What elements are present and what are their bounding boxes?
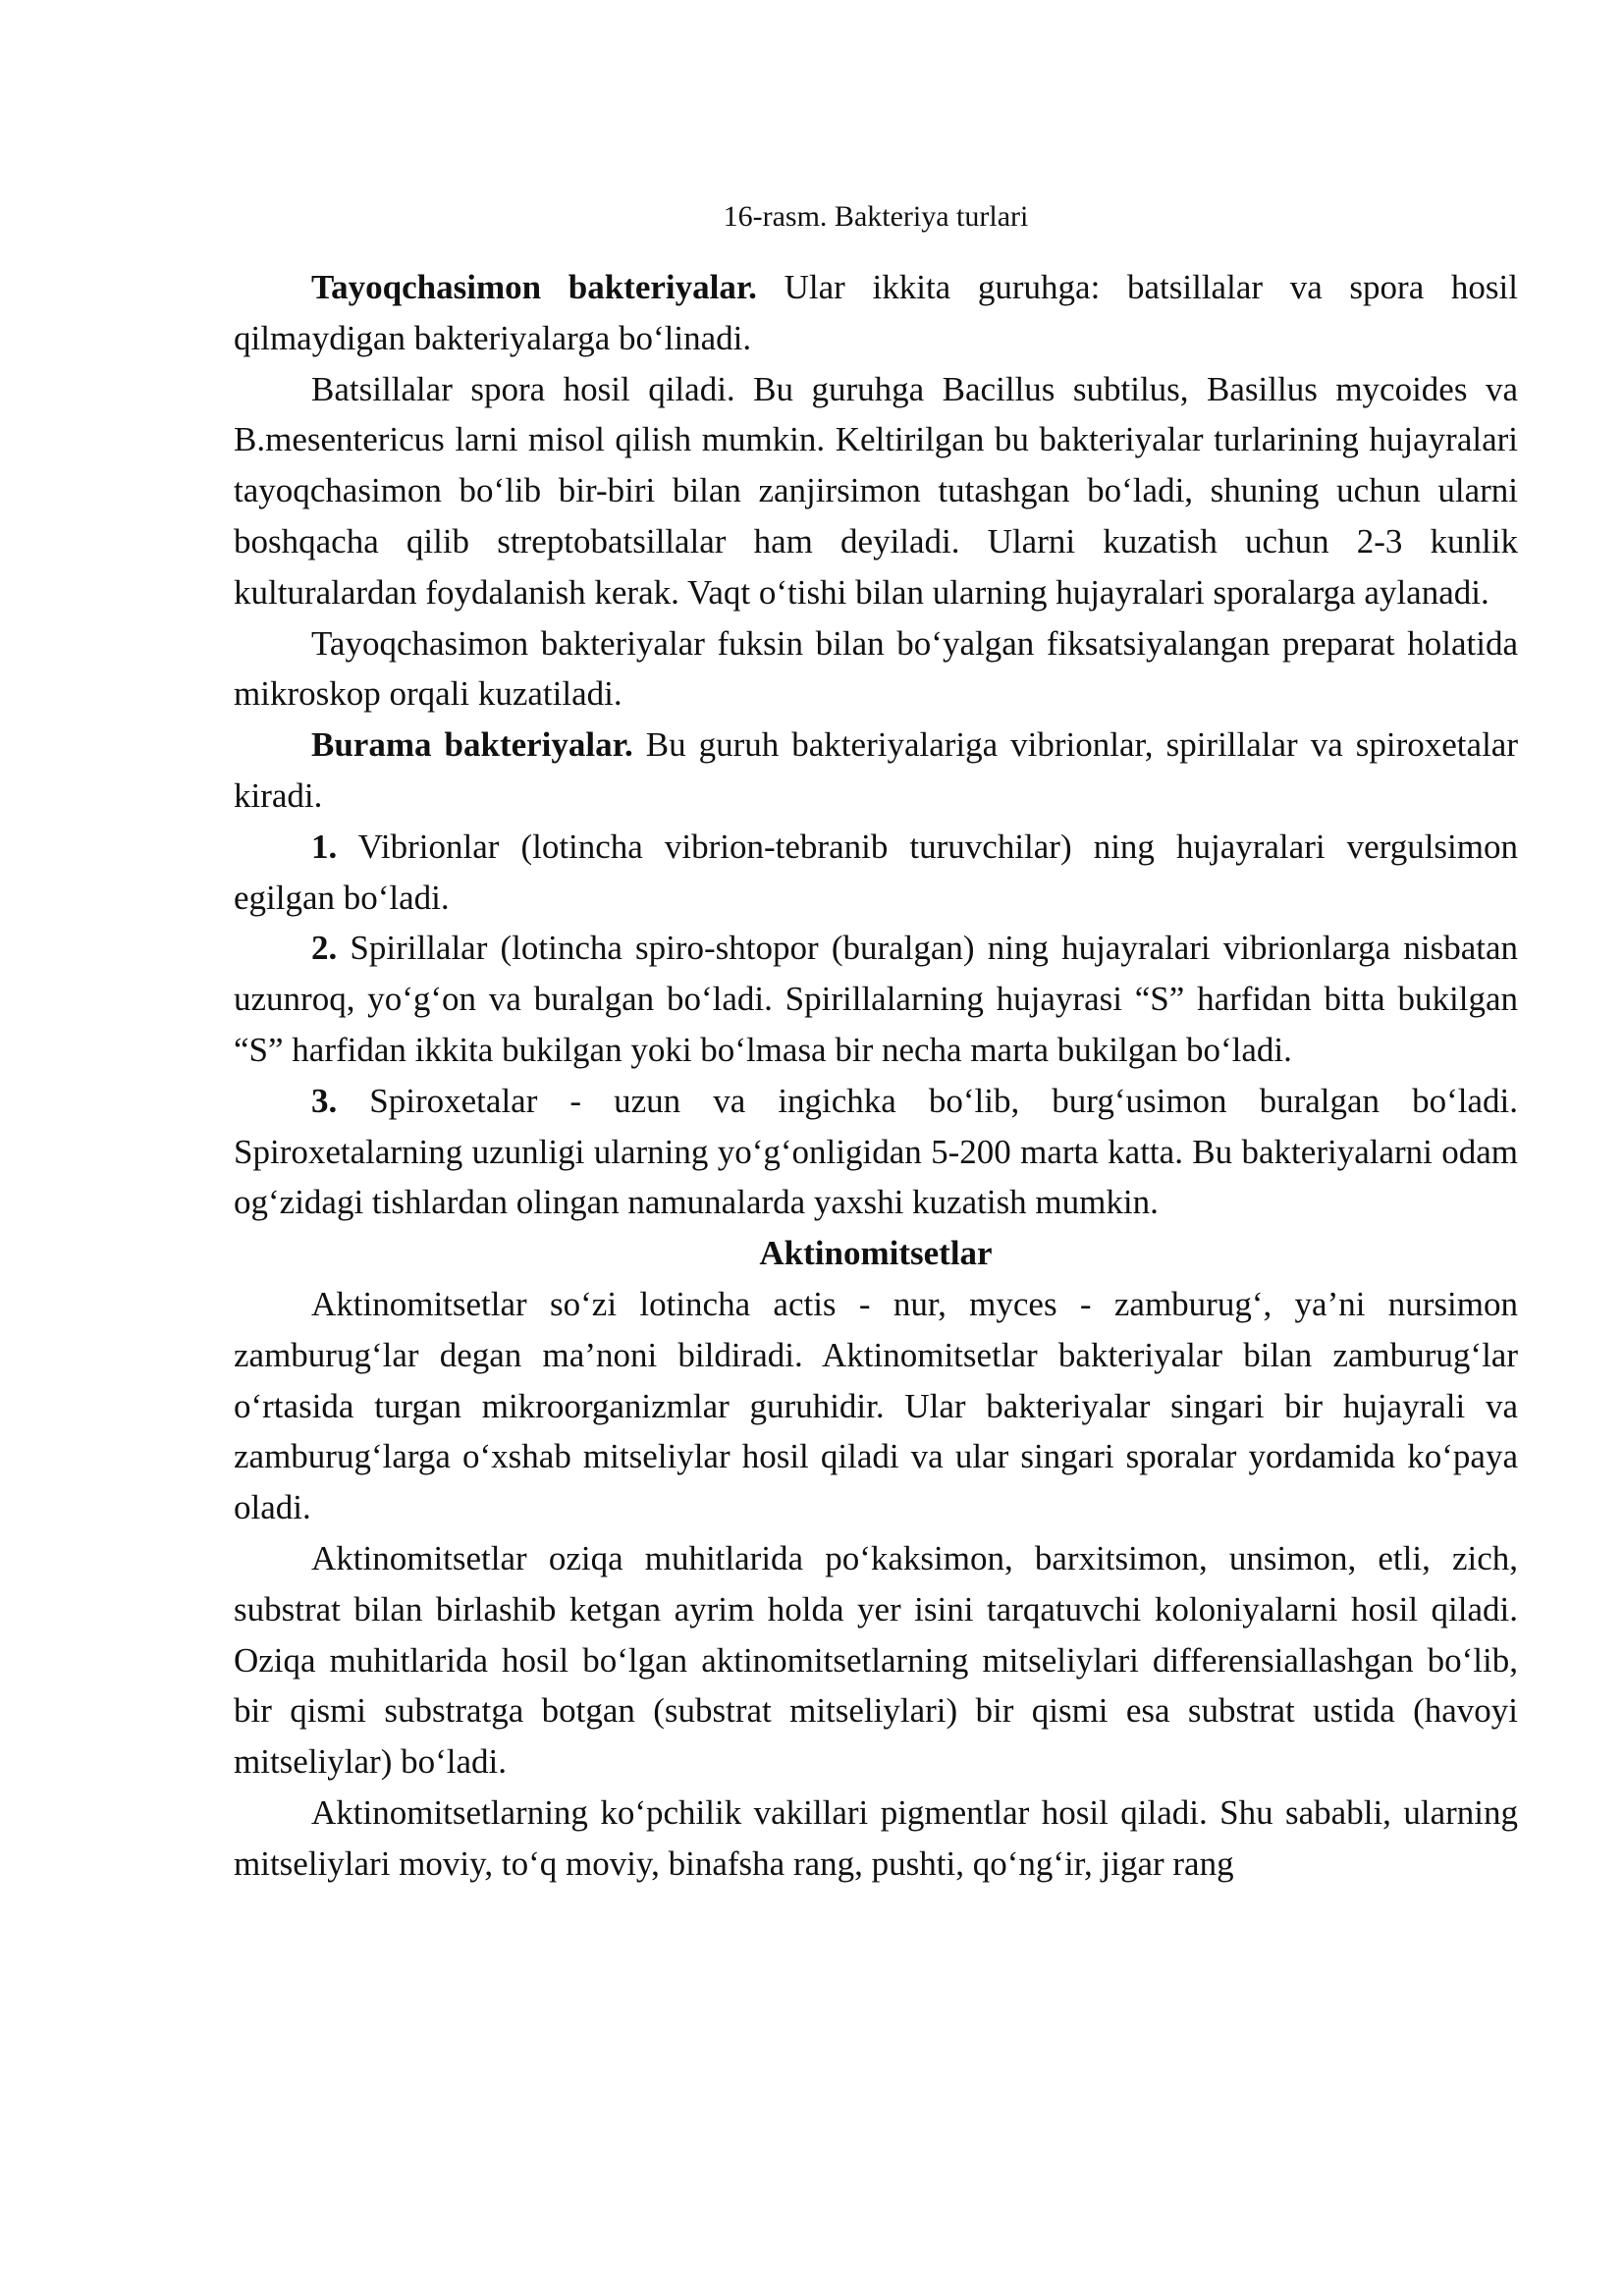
- paragraph-actinomycetes-colonies: Aktinomitsetlar oziqa muhitlarida po‘kaksimon, barxitsimon, unsimon, etli, zich, substrat bilan birlashib ketgan ayrim holda yer isini tarqatuvchi koloniyalarni hosil qiladi. Oziqa muhitlarida hosil bo‘lgan aktinomitsetlarning mitseliylari differensiallashgan bo‘lib, bir qismi substratga botgan (substrat mitseliylari) bir qismi esa substrat ustida (havoyi mitseliylar) bo‘ladi.: [234, 1538, 1518, 1782]
- list-item-vibrios: [234, 822, 1518, 924]
- paragraph-text: Spiroxetalar - uzun va ingichka bo‘lib, burg‘usimon buralgan bo‘ladi. Spiroxetalarning uzunligi ularning yo‘g‘onligidan 5-200 marta katta. Bu bakteriyalarni odam og‘zidagi tishlardan olingan namunalarda yaxshi kuzatish mumkin.: [234, 1081, 1518, 1222]
- paragraph-text: Batsillalar spora hosil qiladi. Bu guruhga Bacillus subtilus, Basillus mycoides va B.mesentericus larni misol qilish mumkin. Keltirilgan bu bakteriyalar turlarining hujayralari tayoqchasimon bo‘lib bir-biri bilan zanjirsimon tutashgan bo‘ladi, shuning uchun ularni boshqacha qilib streptobatsillalar ham deyiladi. Ularni kuzatish uchun 2-3 kunlik kulturalardan foydalanish kerak. Vaqt o‘tishi bilan ularning hujayralari sporalarga aylanadi.: [234, 369, 1518, 612]
- list-item-number: 2.: [311, 929, 338, 968]
- paragraph-text: Spirillalar (lotincha spiro-shtopor (buralgan) ning hujayralari vibrionlarga nisbatan uzunroq, yo‘g‘on va buralgan bo‘ladi. Spirillalarning hujayrasi “S” harfidan bitta bukilgan “S” harfidan ikkita bukilgan yoki bo‘lmasa bir necha marta bukilgan bo‘ladi.: [234, 929, 1518, 1069]
- paragraph-actinomycetes-pigments: Aktinomitsetlarning ko‘pchilik vakillari pigmentlar hosil qiladi. Shu sababli, ularning mitseliylari moviy, to‘q moviy, binafsha rang, pushti, qo‘ng‘ir, jigar rang: [234, 1792, 1518, 1883]
- figure-caption: 16-rasm. Bakteriya turlari: [723, 200, 1029, 233]
- paragraph-lead: Burama bakteriyalar.: [311, 725, 633, 765]
- paragraph-text: Tayoqchasimon bakteriyalar fuksin bilan bo‘yalgan fiksatsiyalangan preparat holatida mikroskop orqali kuzatiladi.: [234, 623, 1518, 714]
- paragraph-text: Ular ikkita guruhga: batsillalar va spora hosil qilmaydigan bakteriyalarga bo‘linadi.: [234, 268, 1518, 357]
- paragraph-text: Bu guruh bakteriyalariga vibrionlar, spirillalar va spiroxetalar kiradi.: [234, 725, 1518, 815]
- list-item-spirilla: [234, 923, 1518, 1075]
- section-heading: Aktinomitsetlar: [759, 1234, 993, 1273]
- list-item-spirochetes: [234, 1076, 1518, 1228]
- paragraph-bacilli: [234, 364, 1518, 618]
- paragraph-rod-bacteria: [234, 262, 1518, 364]
- paragraph-spiral-bacteria: [234, 720, 1518, 822]
- paragraph-lead: Tayoqchasimon bakteriyalar.: [311, 268, 757, 306]
- paragraph-actinomycetes-definition: Aktinomitsetlar so‘zi lotincha actis - nur, myces - zamburug‘, ya’ni nursimon zamburug‘lar degan ma’noni bildiradi. Aktinomitsetlar bakteriyalar bilan zamburug‘lar o‘rtasida turgan mikroorganizmlar guruhidir. Ular bakteriyalar singari bir hujayrali va zamburug‘larga o‘xshab mitseliylar hosil qiladi va ular singari sporalar yordamida ko‘paya oladi.: [234, 1284, 1518, 1527]
- document-page: [234, 191, 1518, 1890]
- list-item-number: 3.: [311, 1081, 338, 1120]
- paragraph-fuchsin-staining: [234, 618, 1518, 721]
- paragraph-text: Vibrionlar (lotincha vibrion-tebranib turuvchilar) ning hujayralari vergulsimon egilgan bo‘ladi.: [234, 827, 1518, 917]
- list-item-number: 1.: [311, 827, 338, 866]
